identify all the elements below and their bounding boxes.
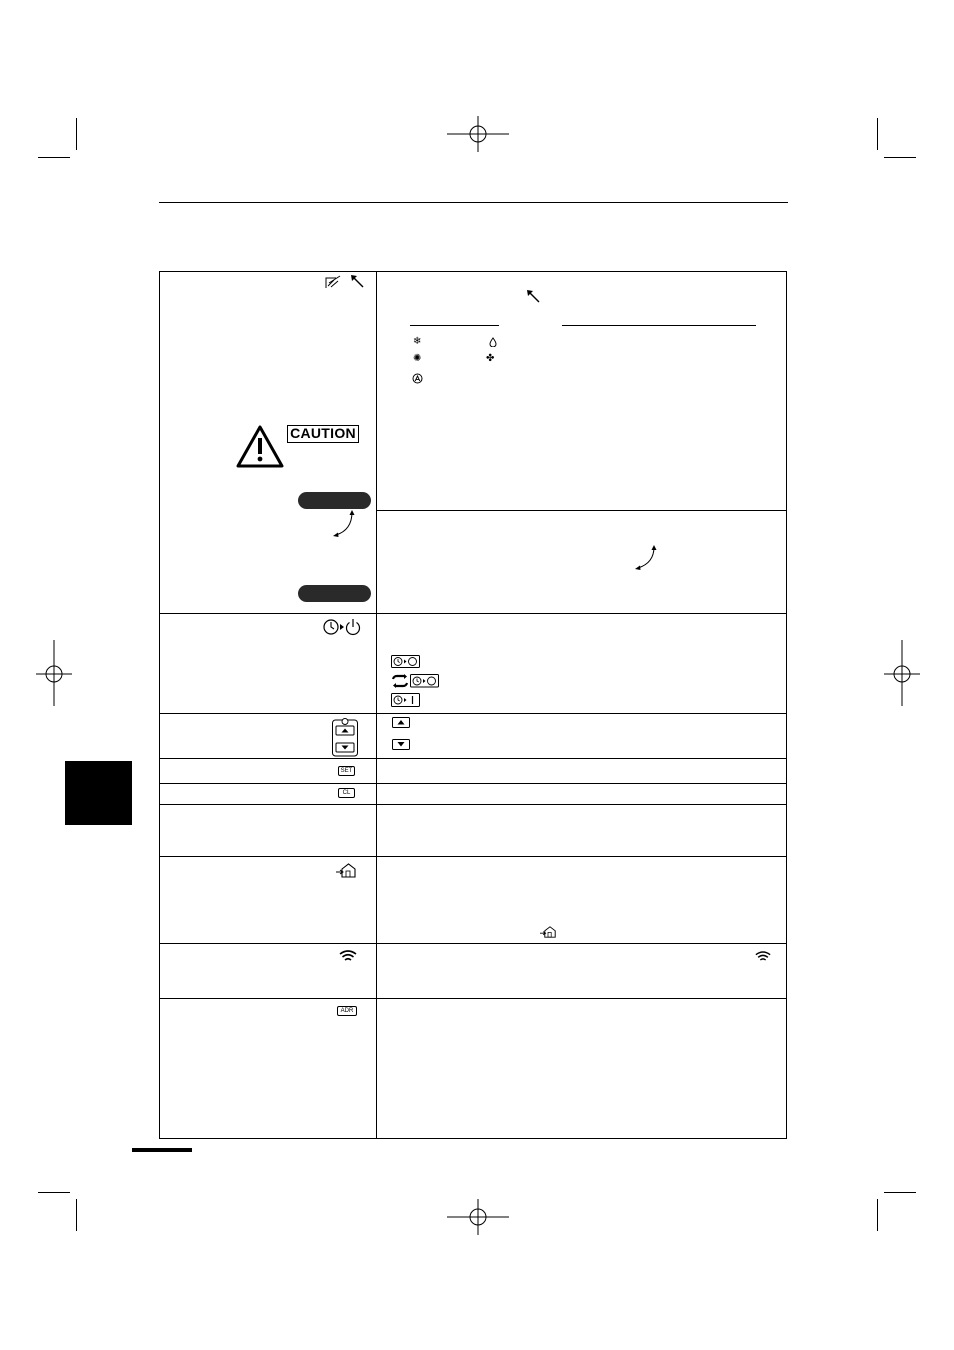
set-button-icon: SET [338,766,355,776]
timer-on-icon [391,655,420,668]
row-divider [159,783,787,784]
triangle-up-icon [392,717,410,728]
crop-mark [38,157,70,158]
louver-swing-icon [323,275,343,289]
droplet-icon [489,337,497,347]
header-rule [159,202,788,203]
registration-mark [447,116,509,152]
curved-arrow-icon [632,543,658,571]
crop-mark [877,118,878,150]
crop-mark [76,118,77,150]
row-divider [159,856,787,857]
snowflake-icon: ❄ [413,336,422,347]
airflow-direction-icon [526,289,540,303]
ventilation-icon [540,926,556,938]
button-illustration [298,585,371,602]
row-divider [159,758,787,759]
fan-icon: ✤ [486,353,495,364]
auto-mode-icon [412,373,423,384]
time-adjust-buttons [332,717,358,757]
mode-table-rule [562,325,756,326]
registration-mark [447,1199,509,1235]
sun-icon: ✺ [413,353,422,364]
crop-mark [38,1192,70,1193]
row-divider [159,943,787,944]
function-table [159,271,787,1139]
adr-button-icon: ADR [337,1006,357,1016]
crop-mark [884,157,916,158]
page-number-bar [132,1148,192,1152]
wireless-icon [339,949,357,962]
crop-mark [884,1192,916,1193]
row-divider [376,510,787,511]
registration-mark [36,640,72,706]
button-illustration [298,492,371,509]
section-tab [65,761,132,825]
registration-mark [884,640,920,706]
mode-table-rule [410,325,499,326]
triangle-down-icon [392,739,410,750]
row-divider [159,713,787,714]
wireless-icon [755,950,771,962]
curved-arrow-icon [330,508,356,538]
timer-off-mode-icon [391,693,420,707]
row-divider [159,804,787,805]
caution-label: CAUTION [287,425,359,443]
ventilation-icon [336,863,356,878]
timer-off-icon [323,618,361,636]
table-column-divider [376,271,377,1139]
cl-button-icon: CL [338,788,355,798]
row-divider [159,998,787,999]
row-divider [159,613,787,614]
airflow-direction-icon [350,274,364,288]
crop-mark [76,1199,77,1231]
timer-repeat-icon [390,674,440,688]
warning-triangle-icon [235,424,285,469]
crop-mark [877,1199,878,1231]
